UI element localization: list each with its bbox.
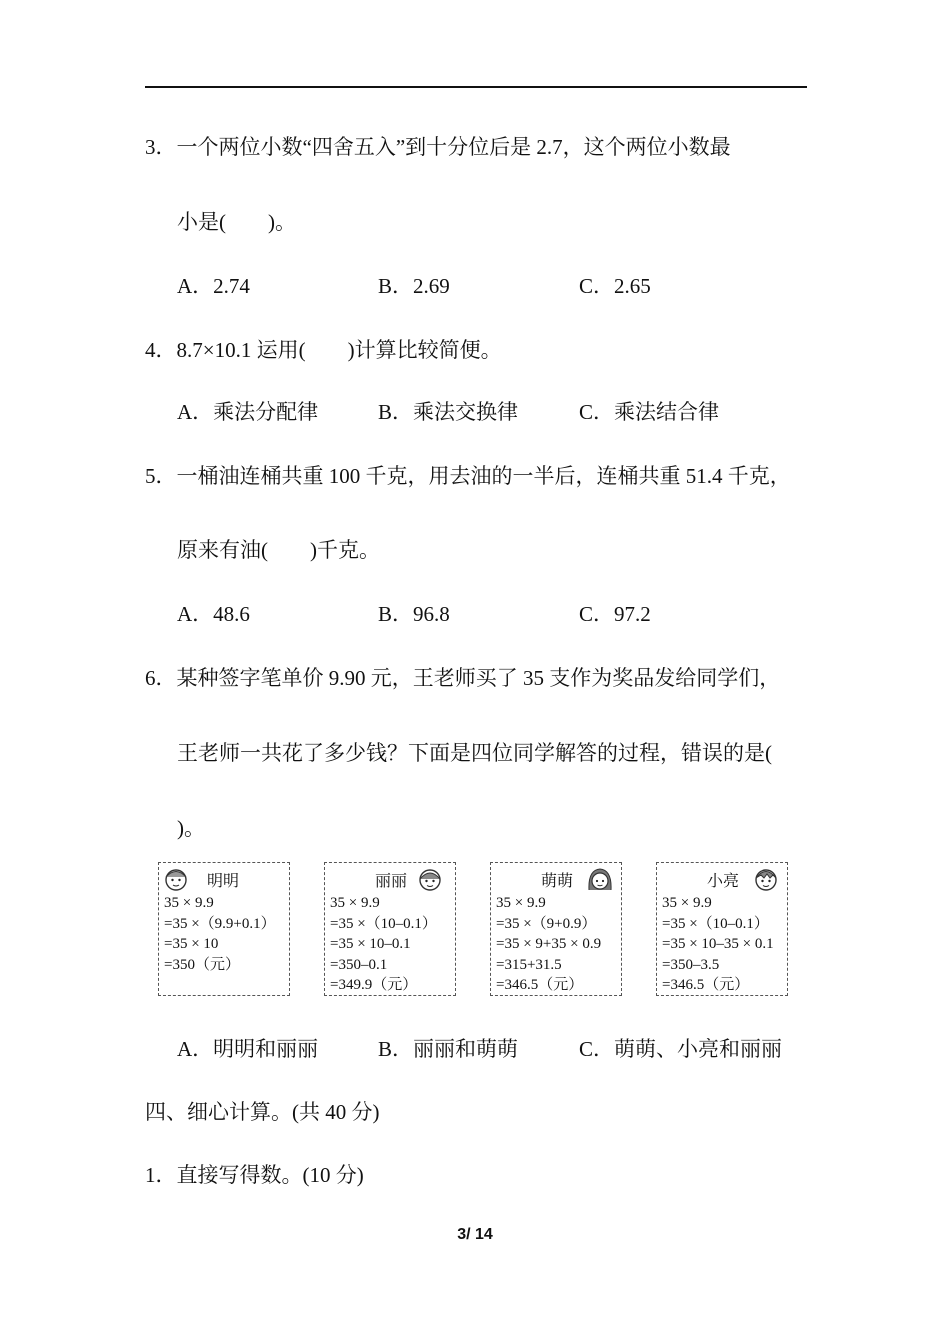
solution-steps: 35 × 9.9 =35 ×（10–0.1） =35 × 10–35 × 0.1 =350–3.5 =346.5（元） <box>662 895 774 993</box>
girl-face-icon <box>587 866 613 892</box>
boy-face-icon <box>163 866 189 892</box>
question-5-text: 5．一桶油连桶共重 100 千克，用去油的一半后，连桶共重 51.4 千克， <box>145 464 791 488</box>
section-4-title: 四、细心计算。(共 40 分) <box>145 1100 380 1124</box>
question-4-option-b: B．乘法交换律 <box>378 400 519 424</box>
question-3-text-cont: 小是( )。 <box>177 210 296 234</box>
question-3-text: 3．一个两位小数“四舍五入”到十分位后是 2.7，这个两位小数最 <box>145 135 731 159</box>
question-4-option-c: C．乘法结合律 <box>579 400 720 424</box>
question-4-option-a: A．乘法分配律 <box>177 400 319 424</box>
question-6-option-a: A．明明和丽丽 <box>177 1037 319 1061</box>
solution-card-xiaoliang <box>656 862 788 996</box>
question-5-text-cont: 原来有油( )千克。 <box>177 538 380 562</box>
solution-steps: 35 × 9.9 =35 ×（9.9+0.1） =35 × 10 =350（元） <box>164 895 276 973</box>
solution-steps: 35 × 9.9 =35 ×（10–0.1） =35 × 10–0.1 =350–0.1 =349.9（元） <box>330 895 437 993</box>
section-4-question-1: 1．直接写得数。(10 分) <box>145 1163 364 1187</box>
student-name: 萌萌 <box>541 873 574 890</box>
question-3-option-a: A．2.74 <box>177 274 250 298</box>
page-number: 3/ 14 <box>457 1226 493 1243</box>
solution-card-mingming <box>158 862 290 996</box>
solution-card-lili <box>324 862 456 996</box>
header-rule <box>145 86 807 88</box>
question-6-option-b: B．丽丽和萌萌 <box>378 1037 519 1061</box>
question-5-option-c: C．97.2 <box>579 602 651 626</box>
question-3-option-b: B．2.69 <box>378 274 450 298</box>
question-6-option-c: C．萌萌、小亮和丽丽 <box>579 1037 783 1061</box>
question-6-text-cont: 王老师一共花了多少钱？下面是四位同学解答的过程，错误的是( <box>177 741 772 765</box>
question-6-text-end: )。 <box>177 816 205 840</box>
question-4-text: 4．8.7×10.1 运用( )计算比较简便。 <box>145 338 502 362</box>
student-name: 小亮 <box>707 873 740 890</box>
solution-steps: 35 × 9.9 =35 ×（9+0.9） =35 × 9+35 × 0.9 =315+31.5 =346.5（元） <box>496 895 602 993</box>
boy-face-icon <box>753 866 779 892</box>
girl-face-icon <box>417 866 443 892</box>
question-6-text: 6．某种签字笔单价 9.90 元，王老师买了 35 支作为奖品发给同学们， <box>145 666 781 690</box>
question-5-option-b: B．96.8 <box>378 602 450 626</box>
solution-card-mengmeng <box>490 862 622 996</box>
question-3-option-c: C．2.65 <box>579 274 651 298</box>
question-5-option-a: A．48.6 <box>177 602 250 626</box>
student-name: 明明 <box>207 873 240 890</box>
student-name: 丽丽 <box>375 873 408 890</box>
